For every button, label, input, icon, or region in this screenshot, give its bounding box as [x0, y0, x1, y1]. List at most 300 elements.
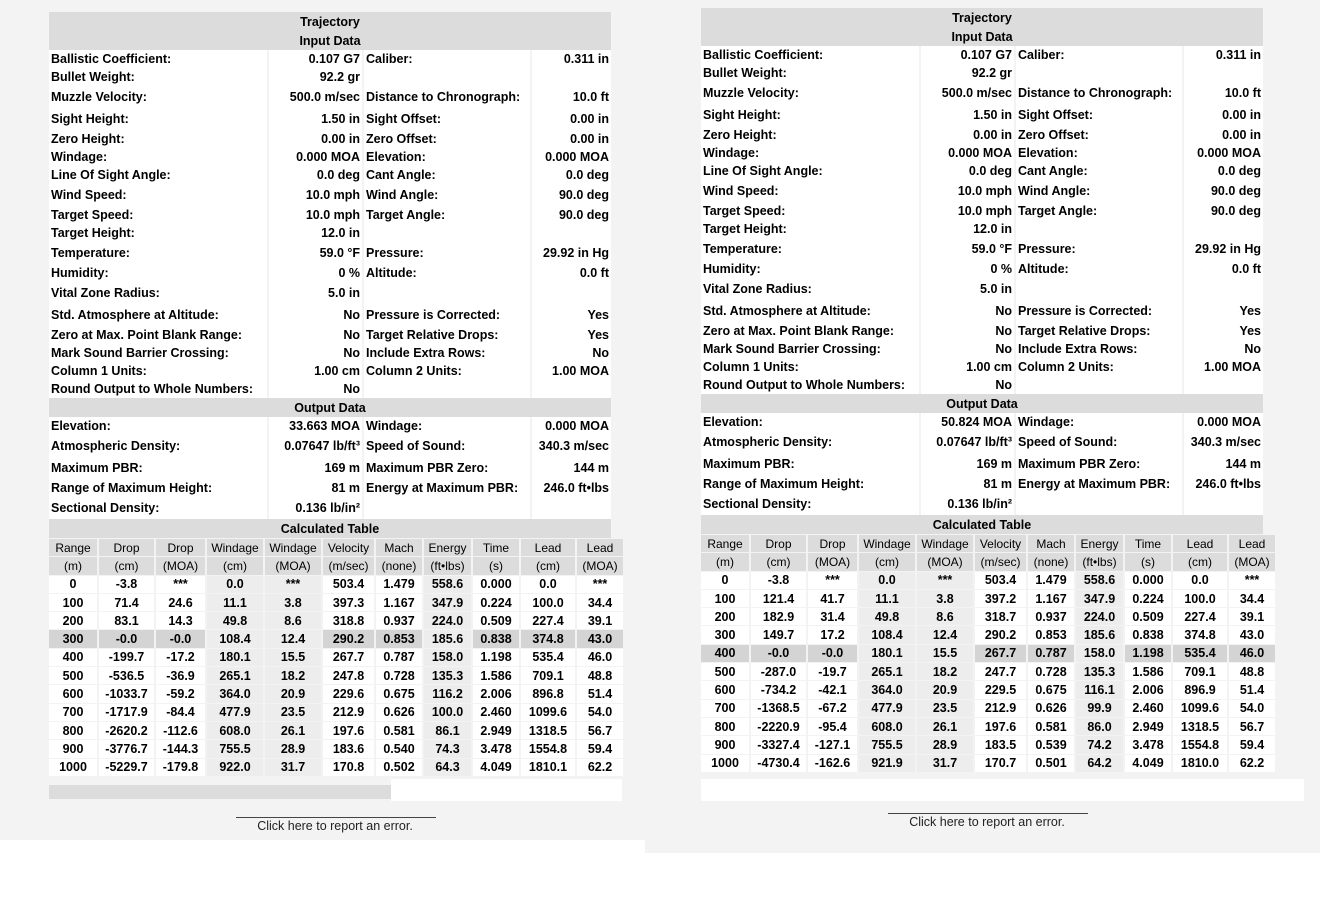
table-cell: 227.4	[521, 612, 575, 629]
elevation-label: Elevation:	[364, 148, 530, 166]
table-cell: 558.6	[424, 576, 471, 593]
table-row	[701, 572, 1275, 589]
empty-cell	[1016, 64, 1182, 82]
temperature-label: Temperature:	[701, 238, 919, 260]
round-output-value: No	[269, 380, 362, 398]
column-header: Mach	[376, 539, 422, 556]
elevation-value: 0.000 MOA	[532, 148, 611, 166]
target-speed-label: Target Speed:	[701, 202, 919, 220]
table-cell: 48.8	[577, 667, 623, 684]
column1-units-value: 1.00 cm	[269, 362, 362, 380]
table-cell: 41.7	[808, 590, 857, 607]
table-cell: 100	[49, 594, 97, 611]
table-cell: 1.198	[473, 649, 519, 666]
empty-cell	[1184, 376, 1263, 394]
table-cell: 229.6	[323, 685, 374, 702]
table-cell: -59.2	[156, 685, 205, 702]
table-cell: 4.049	[1125, 755, 1171, 772]
table-cell: -3776.7	[99, 740, 154, 757]
table-cell: 0.937	[376, 612, 422, 629]
table-cell: 265.1	[859, 663, 915, 680]
column-header: Range	[701, 535, 749, 552]
zero-height-value: 0.00 in	[269, 130, 362, 148]
table-cell: 535.4	[521, 649, 575, 666]
table-cell: 24.6	[156, 594, 205, 611]
column-header: (cm)	[207, 557, 263, 574]
column-header: (MOA)	[156, 557, 205, 574]
table-row	[49, 722, 623, 739]
table-cell: -4730.4	[751, 755, 806, 772]
table-cell: 51.4	[1229, 681, 1275, 698]
wind-speed-value: 10.0 mph	[921, 180, 1014, 202]
table-cell: 31.4	[808, 608, 857, 625]
table-cell: 0.787	[1028, 645, 1074, 662]
column-header: (none)	[1028, 553, 1074, 570]
table-cell: 397.2	[975, 590, 1026, 607]
column-header: Windage	[859, 535, 915, 552]
table-cell: 18.2	[917, 663, 973, 680]
target-height-label: Target Height:	[49, 224, 267, 242]
table-cell: 86.1	[424, 722, 471, 739]
table-row	[701, 700, 1275, 717]
elevation-label: Elevation:	[1016, 144, 1182, 162]
column-header: (m)	[701, 553, 749, 570]
table-row	[49, 704, 623, 721]
empty-cell	[532, 224, 611, 242]
column-header: (m)	[49, 557, 97, 574]
table-cell: 347.9	[1076, 590, 1123, 607]
empty-cell	[364, 380, 530, 398]
table-row	[49, 612, 623, 629]
wind-angle-label: Wind Angle:	[364, 184, 530, 206]
table-cell: -84.4	[156, 704, 205, 721]
table-cell: 51.4	[577, 685, 623, 702]
table-cell: 700	[701, 700, 749, 717]
zero-offset-label: Zero Offset:	[364, 130, 530, 148]
mark-sound-barrier-value: No	[269, 344, 362, 362]
round-output-label: Round Output to Whole Numbers:	[49, 380, 267, 398]
table-cell: 0.509	[1125, 608, 1171, 625]
table-cell: 500	[701, 663, 749, 680]
column2-units-value: 1.00 MOA	[1184, 358, 1263, 376]
table-cell: 364.0	[859, 681, 915, 698]
empty-cell	[364, 68, 530, 86]
table-cell: 83.1	[99, 612, 154, 629]
atmospheric-density-value: 0.07647 lb/ft³	[269, 435, 362, 457]
empty-cell	[1184, 493, 1263, 515]
maximum-pbr-label: Maximum PBR:	[701, 453, 919, 475]
column2-units-value: 1.00 MOA	[532, 362, 611, 380]
table-cell: 86.0	[1076, 718, 1123, 735]
empty-cell	[532, 380, 611, 398]
table-cell: 15.5	[265, 649, 321, 666]
trajectory-panel-right	[699, 8, 1277, 773]
table-cell: 608.0	[859, 718, 915, 735]
table-cell: 1810.0	[1173, 755, 1227, 772]
sectional-density-value: 0.136 lb/in²	[921, 493, 1014, 515]
sectional-density-label: Sectional Density:	[49, 497, 267, 519]
round-output-value: No	[921, 376, 1014, 394]
table-cell: 477.9	[859, 700, 915, 717]
table-cell: 2.460	[1125, 700, 1171, 717]
round-output-label: Round Output to Whole Numbers:	[701, 376, 919, 394]
table-cell: -536.5	[99, 667, 154, 684]
table-cell: 183.5	[975, 736, 1026, 753]
table-cell: 500	[49, 667, 97, 684]
energy-max-pbr-value: 246.0 ft•lbs	[532, 479, 611, 497]
ballistic-coefficient-label: Ballistic Coefficient:	[701, 46, 919, 64]
table-cell: 1000	[701, 755, 749, 772]
ballistic-coefficient-label: Ballistic Coefficient:	[49, 50, 267, 68]
table-row	[49, 649, 623, 666]
column-header: Drop	[99, 539, 154, 556]
column-header: (s)	[473, 557, 519, 574]
table-cell: 158.0	[1076, 645, 1123, 662]
table-cell: 0.787	[376, 649, 422, 666]
wind-angle-value: 90.0 deg	[532, 184, 611, 206]
target-angle-value: 90.0 deg	[1184, 202, 1263, 220]
humidity-label: Humidity:	[701, 260, 919, 278]
std-atmosphere-label: Std. Atmosphere at Altitude:	[49, 304, 267, 326]
table-cell: 48.8	[1229, 663, 1275, 680]
table-cell: 28.9	[917, 736, 973, 753]
table-cell: 900	[701, 736, 749, 753]
table-cell: 170.8	[323, 759, 374, 776]
table-cell: 62.2	[577, 759, 623, 776]
table-cell: 247.8	[323, 667, 374, 684]
target-angle-label: Target Angle:	[1016, 202, 1182, 220]
column-header: (m/sec)	[323, 557, 374, 574]
table-cell: -17.2	[156, 649, 205, 666]
altitude-value: 0.0 ft	[1184, 260, 1263, 278]
table-cell: 800	[49, 722, 97, 739]
table-cell: 200	[701, 608, 749, 625]
distance-to-chronograph-label: Distance to Chronograph:	[1016, 82, 1182, 104]
mark-sound-barrier-value: No	[921, 340, 1014, 358]
scroll-bar-left[interactable]	[49, 785, 391, 799]
zero-max-pbr-label: Zero at Max. Point Blank Range:	[701, 322, 919, 340]
maximum-pbr-zero-value: 144 m	[532, 457, 611, 479]
table-cell: 4.049	[473, 759, 519, 776]
table-row	[701, 755, 1275, 772]
caliber-value: 0.311 in	[1184, 46, 1263, 64]
temperature-value: 59.0 °F	[921, 238, 1014, 260]
pressure-corrected-value: Yes	[1184, 300, 1263, 322]
column-header: (cm)	[1173, 553, 1227, 570]
table-cell: -734.2	[751, 681, 806, 698]
output-elevation-label: Elevation:	[701, 413, 919, 431]
table-cell: 18.2	[265, 667, 321, 684]
table-cell: -67.2	[808, 700, 857, 717]
table-row	[49, 740, 623, 757]
target-height-value: 12.0 in	[921, 220, 1014, 238]
vital-zone-radius-value: 5.0 in	[921, 278, 1014, 300]
windage-value: 0.000 MOA	[269, 148, 362, 166]
include-extra-rows-value: No	[532, 344, 611, 362]
std-atmosphere-label: Std. Atmosphere at Altitude:	[701, 300, 919, 322]
table-cell: 212.9	[323, 704, 374, 721]
column-header: Time	[473, 539, 519, 556]
table-cell: 896.8	[521, 685, 575, 702]
table-cell: 1.167	[1028, 590, 1074, 607]
table-cell: 347.9	[424, 594, 471, 611]
table-cell: -179.8	[156, 759, 205, 776]
table-cell: 11.1	[859, 590, 915, 607]
trajectory-panel-left	[47, 12, 625, 777]
column-header: (cm)	[99, 557, 154, 574]
table-cell: 374.8	[521, 630, 575, 647]
table-cell: 12.4	[917, 626, 973, 643]
table-cell: 46.0	[577, 649, 623, 666]
empty-cell	[364, 497, 530, 519]
input-data-title: Input Data	[701, 27, 1263, 46]
table-cell: 17.2	[808, 626, 857, 643]
trajectory-title: Trajectory	[701, 8, 1263, 27]
output-elevation-label: Elevation:	[49, 417, 267, 435]
table-cell: 56.7	[1229, 718, 1275, 735]
pressure-corrected-label: Pressure is Corrected:	[1016, 300, 1182, 322]
sight-height-value: 1.50 in	[269, 108, 362, 130]
mark-sound-barrier-label: Mark Sound Barrier Crossing:	[49, 344, 267, 362]
table-cell: 64.2	[1076, 755, 1123, 772]
table-cell: 74.3	[424, 740, 471, 757]
bottom-strip-left	[391, 779, 622, 801]
table-cell: 43.0	[577, 630, 623, 647]
table-cell: 39.1	[1229, 608, 1275, 625]
table-cell: 0.000	[1125, 572, 1171, 589]
table-cell: 290.2	[323, 630, 374, 647]
table-cell: -144.3	[156, 740, 205, 757]
column-header: (MOA)	[577, 557, 623, 574]
table-cell: 1554.8	[1173, 736, 1227, 753]
table-cell: 477.9	[207, 704, 263, 721]
bullet-weight-label: Bullet Weight:	[49, 68, 267, 86]
table-cell: 3.8	[265, 594, 321, 611]
speed-of-sound-label: Speed of Sound:	[364, 435, 530, 457]
table-cell: -0.0	[751, 645, 806, 662]
table-cell: 8.6	[917, 608, 973, 625]
cant-angle-label: Cant Angle:	[364, 166, 530, 184]
table-cell: 300	[49, 630, 97, 647]
zero-offset-label: Zero Offset:	[1016, 126, 1182, 144]
empty-cell	[1184, 220, 1263, 238]
table-cell: 0.581	[376, 722, 422, 739]
zero-max-pbr-value: No	[269, 326, 362, 344]
table-cell: 197.6	[323, 722, 374, 739]
table-cell: 896.9	[1173, 681, 1227, 698]
table-cell: 0.728	[376, 667, 422, 684]
sectional-density-label: Sectional Density:	[701, 493, 919, 515]
column-header: Energy	[424, 539, 471, 556]
output-windage-label: Windage:	[364, 417, 530, 435]
line-of-sight-angle-label: Line Of Sight Angle:	[701, 162, 919, 180]
table-cell: 247.7	[975, 663, 1026, 680]
altitude-label: Altitude:	[364, 264, 530, 282]
target-relative-drops-value: Yes	[1184, 322, 1263, 340]
target-height-value: 12.0 in	[269, 224, 362, 242]
report-error-link-left[interactable]: Click here to report an error.	[257, 819, 413, 833]
include-extra-rows-value: No	[1184, 340, 1263, 358]
std-atmosphere-value: No	[269, 304, 362, 326]
zero-max-pbr-label: Zero at Max. Point Blank Range:	[49, 326, 267, 344]
calculated-table-title: Calculated Table	[701, 515, 1263, 534]
table-cell: 600	[701, 681, 749, 698]
table-row	[701, 608, 1275, 625]
table-cell: 100.0	[1173, 590, 1227, 607]
table-cell: -36.9	[156, 667, 205, 684]
table-cell: 397.3	[323, 594, 374, 611]
table-row	[701, 645, 1275, 662]
table-cell: 0.853	[376, 630, 422, 647]
column2-units-label: Column 2 Units:	[1016, 358, 1182, 376]
table-cell: 8.6	[265, 612, 321, 629]
table-cell: 170.7	[975, 755, 1026, 772]
table-cell: -1368.5	[751, 700, 806, 717]
table-cell: 2.460	[473, 704, 519, 721]
table-cell: 0.540	[376, 740, 422, 757]
table-cell: 400	[701, 645, 749, 662]
table-cell: 229.5	[975, 681, 1026, 698]
calculated-table-title: Calculated Table	[49, 519, 611, 538]
windage-label: Windage:	[49, 148, 267, 166]
table-cell: 100	[701, 590, 749, 607]
table-cell: -1717.9	[99, 704, 154, 721]
report-error-link-right[interactable]: Click here to report an error.	[909, 815, 1065, 829]
column-header: (MOA)	[265, 557, 321, 574]
range-max-height-value: 81 m	[269, 479, 362, 497]
table-cell: 108.4	[859, 626, 915, 643]
energy-max-pbr-label: Energy at Maximum PBR:	[364, 479, 530, 497]
table-cell: 318.8	[323, 612, 374, 629]
table-cell: 503.4	[975, 572, 1026, 589]
table-cell: -5229.7	[99, 759, 154, 776]
caliber-label: Caliber:	[1016, 46, 1182, 64]
sight-height-value: 1.50 in	[921, 104, 1014, 126]
table-cell: 59.4	[577, 740, 623, 757]
table-cell: 224.0	[424, 612, 471, 629]
wind-speed-label: Wind Speed:	[49, 184, 267, 206]
column-header: (ft•lbs)	[424, 557, 471, 574]
zero-offset-value: 0.00 in	[532, 130, 611, 148]
output-windage-value: 0.000 MOA	[1184, 413, 1263, 431]
elevation-value: 0.000 MOA	[1184, 144, 1263, 162]
table-cell: 755.5	[859, 736, 915, 753]
table-cell: -0.0	[156, 630, 205, 647]
table-cell: 2.949	[473, 722, 519, 739]
humidity-label: Humidity:	[49, 264, 267, 282]
target-speed-label: Target Speed:	[49, 206, 267, 224]
column-header: Mach	[1028, 535, 1074, 552]
table-cell: -19.7	[808, 663, 857, 680]
table-cell: 1000	[49, 759, 97, 776]
target-relative-drops-label: Target Relative Drops:	[364, 326, 530, 344]
target-speed-value: 10.0 mph	[269, 206, 362, 224]
speed-of-sound-label: Speed of Sound:	[1016, 431, 1182, 453]
temperature-value: 59.0 °F	[269, 242, 362, 264]
output-data-title: Output Data	[701, 394, 1263, 413]
table-cell: -3.8	[751, 572, 806, 589]
maximum-pbr-value: 169 m	[269, 457, 362, 479]
wind-angle-label: Wind Angle:	[1016, 180, 1182, 202]
table-cell: 1318.5	[1173, 718, 1227, 735]
table-cell: 267.7	[323, 649, 374, 666]
table-cell: 31.7	[265, 759, 321, 776]
table-cell: 0.581	[1028, 718, 1074, 735]
table-cell: 0.0	[859, 572, 915, 589]
table-cell: 59.4	[1229, 736, 1275, 753]
table-cell: 185.6	[1076, 626, 1123, 643]
maximum-pbr-zero-label: Maximum PBR Zero:	[364, 457, 530, 479]
table-header-row	[49, 539, 623, 556]
column-header: (none)	[376, 557, 422, 574]
table-cell: 43.0	[1229, 626, 1275, 643]
speed-of-sound-value: 340.3 m/sec	[1184, 431, 1263, 453]
table-cell: 28.9	[265, 740, 321, 757]
energy-max-pbr-label: Energy at Maximum PBR:	[1016, 475, 1182, 493]
table-row	[701, 718, 1275, 735]
table-cell: 400	[49, 649, 97, 666]
table-cell: 0	[701, 572, 749, 589]
pressure-corrected-value: Yes	[532, 304, 611, 326]
table-cell: 1099.6	[521, 704, 575, 721]
column-header: (ft•lbs)	[1076, 553, 1123, 570]
table-row	[49, 759, 623, 776]
target-angle-value: 90.0 deg	[532, 206, 611, 224]
table-row	[701, 663, 1275, 680]
table-cell: 0.838	[1125, 626, 1171, 643]
table-cell: 15.5	[917, 645, 973, 662]
table-cell: -162.6	[808, 755, 857, 772]
table-cell: 535.4	[1173, 645, 1227, 662]
table-cell: ***	[265, 576, 321, 593]
bottom-strip-right	[701, 779, 1304, 801]
vital-zone-radius-label: Vital Zone Radius:	[49, 282, 267, 304]
table-cell: 709.1	[1173, 663, 1227, 680]
column-header: (MOA)	[1229, 553, 1275, 570]
sectional-density-value: 0.136 lb/in²	[269, 497, 362, 519]
target-relative-drops-value: Yes	[532, 326, 611, 344]
table-cell: 64.3	[424, 759, 471, 776]
table-cell: 0.626	[376, 704, 422, 721]
table-cell: 34.4	[1229, 590, 1275, 607]
table-row	[49, 667, 623, 684]
input-data-title: Input Data	[49, 31, 611, 50]
table-cell: 0.502	[376, 759, 422, 776]
table-cell: 116.2	[424, 685, 471, 702]
maximum-pbr-zero-label: Maximum PBR Zero:	[1016, 453, 1182, 475]
table-cell: 54.0	[1229, 700, 1275, 717]
pressure-corrected-label: Pressure is Corrected:	[364, 304, 530, 326]
table-cell: 185.6	[424, 630, 471, 647]
sight-offset-label: Sight Offset:	[364, 108, 530, 130]
column-header: Windage	[917, 535, 973, 552]
output-elevation-value: 50.824 MOA	[921, 413, 1014, 431]
empty-cell	[1016, 278, 1182, 300]
column2-units-label: Column 2 Units:	[364, 362, 530, 380]
empty-cell	[364, 282, 530, 304]
table-cell: 290.2	[975, 626, 1026, 643]
table-cell: 0.838	[473, 630, 519, 647]
table-row	[701, 590, 1275, 607]
empty-cell	[364, 224, 530, 242]
table-cell: -2220.9	[751, 718, 806, 735]
table-cell: 212.9	[975, 700, 1026, 717]
empty-cell	[1184, 278, 1263, 300]
calculated-table	[699, 534, 1277, 773]
table-cell: 1.167	[376, 594, 422, 611]
bullet-weight-value: 92.2 gr	[921, 64, 1014, 82]
table-cell: -42.1	[808, 681, 857, 698]
